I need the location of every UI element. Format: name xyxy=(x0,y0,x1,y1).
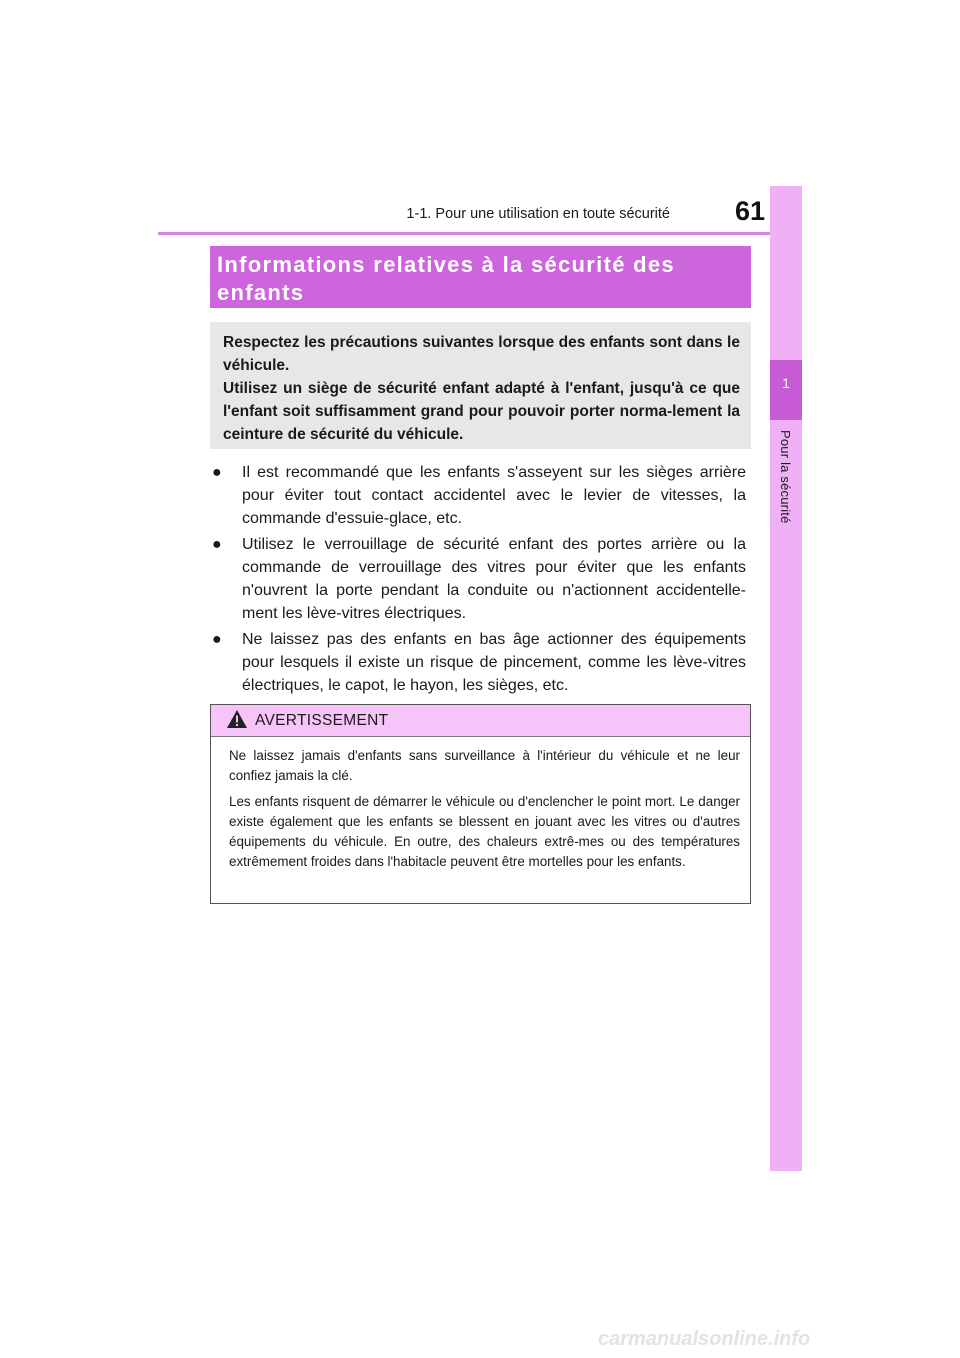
warning-body xyxy=(211,737,750,872)
list-item-text: Il est recommandé que les enfants s'asseyent sur les sièges arrière pour éviter tout contact accidentel avec le levier de vitesses, la commande d'essuie-glace, etc. xyxy=(242,464,746,527)
intro-box xyxy=(210,322,751,449)
chapter-label: Pour la sécurité xyxy=(778,430,793,524)
warning-paragraph: Ne laissez jamais d'enfants sans surveillance à l'intérieur du véhicule et ne leur confiez jamais la clé. xyxy=(229,748,740,783)
footer-watermark: carmanualsonline.info xyxy=(598,1328,811,1350)
bullet-list xyxy=(212,461,746,700)
list-item xyxy=(212,628,746,697)
bullet-dot-icon: ● xyxy=(212,631,222,648)
header-divider xyxy=(158,232,802,235)
warning-box xyxy=(210,704,751,904)
warning-label: AVERTISSEMENT xyxy=(255,712,389,729)
section-title: Informations relatives à la sécurité des enfants xyxy=(210,246,751,308)
bullet-dot-icon: ● xyxy=(212,464,222,481)
warning-header xyxy=(211,705,750,737)
intro-paragraph: Respectez les précautions suivantes lorsque des enfants sont dans le véhicule. xyxy=(223,334,740,374)
chapter-side-tab xyxy=(770,186,802,1171)
warning-paragraph: Les enfants risquent de démarrer le véhicule ou d'enclencher le point mort. Le danger existe également que les enfants se blessent en jouant avec les vitres ou d'autres équipements du véhicule. En outre, des chaleurs extrê-mes ou des températures extrêmement froides dans l'habitacle peuvent être mortelles pour les enfants. xyxy=(229,794,740,869)
intro-paragraph: Utilisez un siège de sécurité enfant adapté à l'enfant, jusqu'à ce que l'enfant soit suffisamment grand pour pouvoir porter norma-lement la ceinture de sécurité du véhicule. xyxy=(223,380,740,443)
header-section-title: 1-1. Pour une utilisation en toute sécurité xyxy=(406,206,670,222)
chapter-number: 1 xyxy=(782,375,790,391)
list-item xyxy=(212,533,746,625)
list-item-text: Utilisez le verrouillage de sécurité enfant des portes arrière ou la commande de verrouillage des vitres pour éviter que les enfants n'ouvrent la porte pendant la conduite ou n'actionnent accidentelle-ment les lève-vitres électriques. xyxy=(242,536,746,622)
page-number: 61 xyxy=(734,196,765,226)
bullet-dot-icon: ● xyxy=(212,536,222,553)
list-item-text: Ne laissez pas des enfants en bas âge actionner des équipements pour lesquels il existe un risque de pincement, comme les lève-vitres électriques, le capot, le hayon, les sièges, etc. xyxy=(242,631,746,694)
warning-triangle-icon xyxy=(226,709,248,734)
list-item xyxy=(212,461,746,530)
